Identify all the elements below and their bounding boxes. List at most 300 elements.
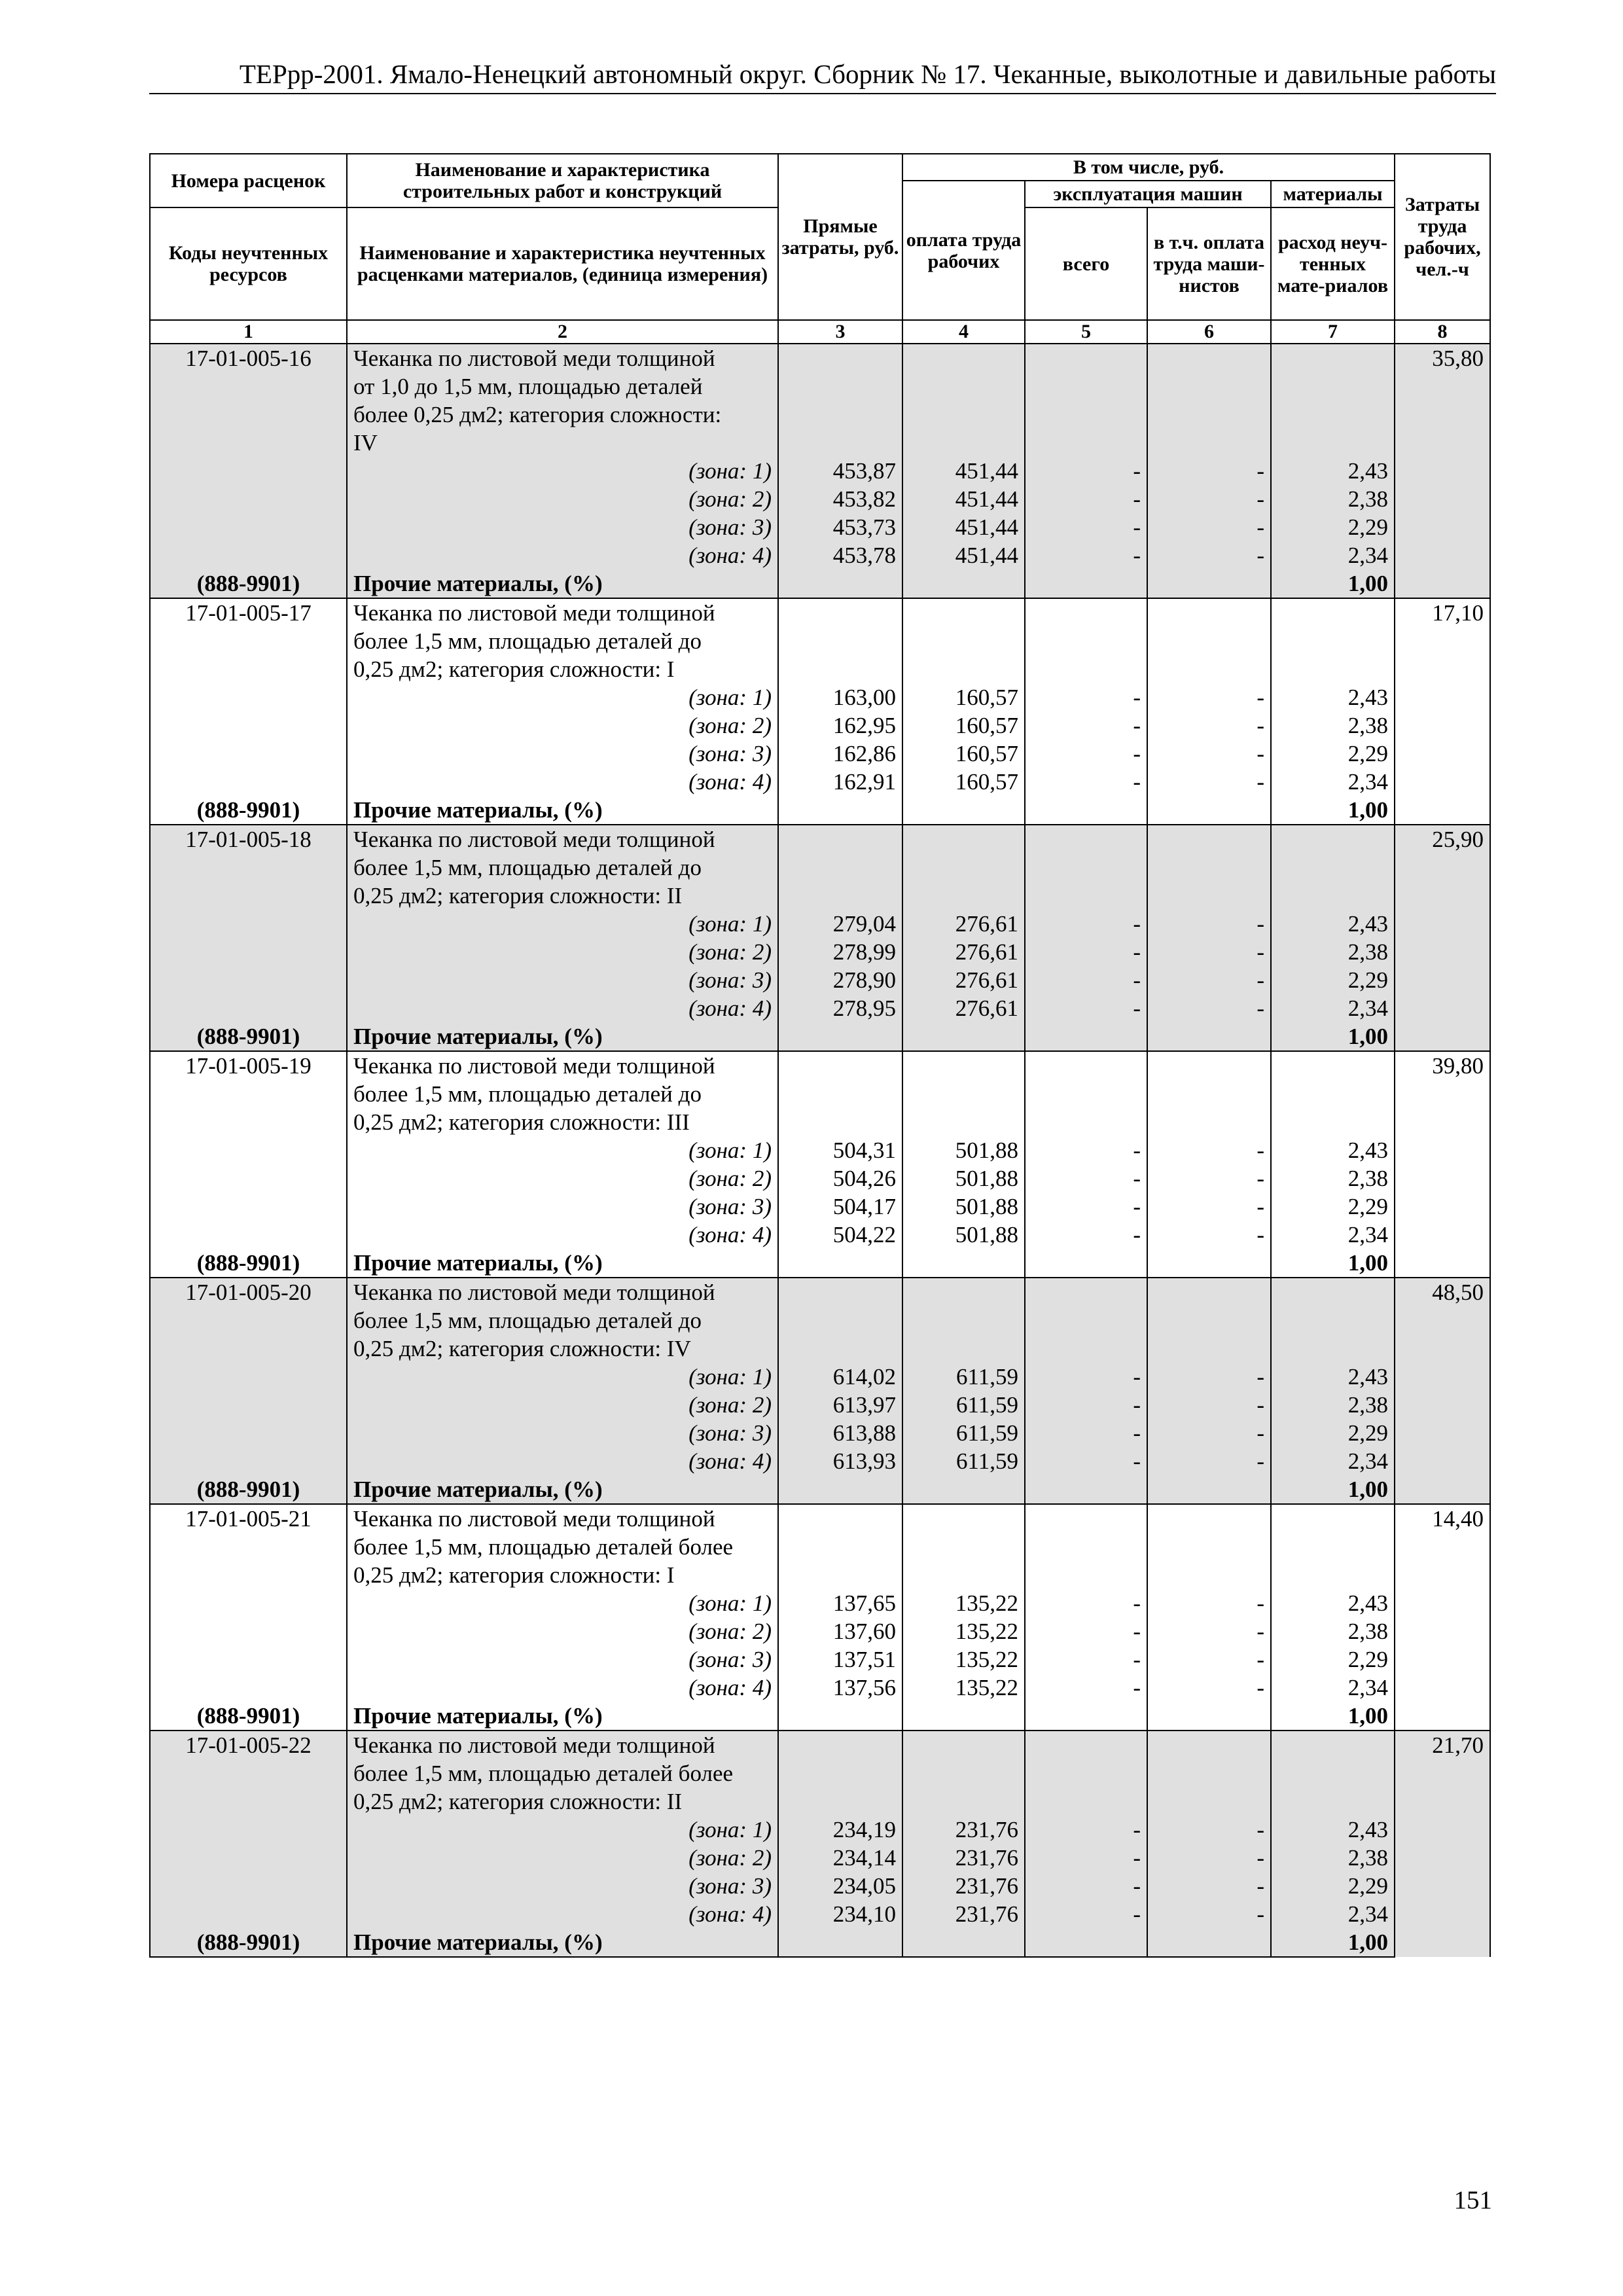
materials-cost: 2,43 (1271, 1363, 1395, 1391)
zone-row (150, 1872, 1490, 1900)
zone-label: (зона: 4) (347, 1447, 778, 1475)
resource-empty (1025, 1249, 1147, 1278)
zone-row (150, 1447, 1490, 1475)
resource-empty (1147, 569, 1271, 598)
zone-row (150, 740, 1490, 768)
head-including: В том числе, руб. (902, 154, 1395, 181)
machinist-pay: - (1147, 1447, 1271, 1475)
materials-cost: 2,38 (1271, 485, 1395, 513)
zone-row (150, 1816, 1490, 1844)
resource-row (150, 1249, 1490, 1278)
direct-costs-cell (778, 825, 902, 910)
machines-total: - (1025, 910, 1147, 938)
zone-code-cell (150, 938, 347, 966)
machines-cell (1025, 1504, 1147, 1589)
machines-total: - (1025, 1136, 1147, 1164)
rate-description-line: Чеканка по листовой меди толщиной (353, 1053, 715, 1079)
rate-description-line: более 0,25 дм2; категория сложности: (353, 402, 722, 427)
workers-pay: 160,57 (902, 683, 1025, 711)
zone-code-cell (150, 1589, 347, 1617)
zone-label: (зона: 1) (347, 457, 778, 485)
machinist-pay: - (1147, 1391, 1271, 1419)
resource-name: Прочие материалы, (%) (347, 796, 778, 825)
zone-label: (зона: 4) (347, 994, 778, 1022)
head-labor: Затраты труда рабочих, чел.-ч (1395, 154, 1490, 320)
resource-code: (888-9901) (150, 1702, 347, 1731)
machines-total: - (1025, 1589, 1147, 1617)
direct-costs: 453,87 (778, 457, 902, 485)
rate-description-line: более 1,5 мм, площадью деталей до (353, 1081, 702, 1107)
zone-code-cell (150, 1844, 347, 1872)
resource-name: Прочие материалы, (%) (347, 1928, 778, 1957)
zone-label: (зона: 2) (347, 485, 778, 513)
col-number: 4 (902, 320, 1025, 344)
zone-code-cell (150, 1900, 347, 1928)
workers-pay: 231,76 (902, 1844, 1025, 1872)
labor-costs: 25,90 (1395, 825, 1490, 1051)
zone-row (150, 1193, 1490, 1221)
head-materials-name: Наименование и характеристика неучтенных расценками материалов, (единица измерения) (347, 207, 778, 320)
materials-cost: 2,34 (1271, 1221, 1395, 1249)
rate-description (347, 825, 778, 910)
machines-cell (1025, 598, 1147, 683)
machines-cell (1025, 344, 1147, 457)
labor-costs: 21,70 (1395, 1731, 1490, 1957)
resource-code: (888-9901) (150, 796, 347, 825)
resource-empty (902, 1249, 1025, 1278)
resource-row (150, 1022, 1490, 1051)
direct-costs: 234,10 (778, 1900, 902, 1928)
direct-costs: 504,22 (778, 1221, 902, 1249)
machinist-pay: - (1147, 938, 1271, 966)
materials-cost: 2,38 (1271, 938, 1395, 966)
direct-costs: 163,00 (778, 683, 902, 711)
rate-code: 17-01-005-17 (150, 598, 347, 683)
workers-pay-cell (902, 1051, 1025, 1136)
materials-cost: 2,38 (1271, 1391, 1395, 1419)
machines-total: - (1025, 1391, 1147, 1419)
machines-total: - (1025, 994, 1147, 1022)
rate-description (347, 1731, 778, 1816)
machinist-pay: - (1147, 1136, 1271, 1164)
rate-description (347, 344, 778, 457)
direct-costs: 162,95 (778, 711, 902, 740)
workers-pay: 276,61 (902, 966, 1025, 994)
resource-code: (888-9901) (150, 1928, 347, 1957)
zone-row (150, 1900, 1490, 1928)
machinist-pay-cell (1147, 1278, 1271, 1363)
zone-code-cell (150, 910, 347, 938)
head-machine-ops: эксплуатация машин (1025, 181, 1271, 207)
table-body (150, 344, 1490, 1957)
resource-empty (1147, 796, 1271, 825)
materials-cost: 2,29 (1271, 1872, 1395, 1900)
machinist-pay: - (1147, 1900, 1271, 1928)
resource-row (150, 569, 1490, 598)
col-number: 3 (778, 320, 902, 344)
zone-label: (зона: 4) (347, 541, 778, 569)
rate-code: 17-01-005-22 (150, 1731, 347, 1816)
labor-costs: 14,40 (1395, 1504, 1490, 1731)
direct-costs: 504,17 (778, 1193, 902, 1221)
resource-empty (902, 569, 1025, 598)
direct-costs: 279,04 (778, 910, 902, 938)
machinist-pay: - (1147, 1589, 1271, 1617)
workers-pay: 231,76 (902, 1816, 1025, 1844)
zone-row (150, 541, 1490, 569)
machines-total: - (1025, 513, 1147, 541)
direct-costs: 504,26 (778, 1164, 902, 1193)
zone-row (150, 938, 1490, 966)
materials-cell (1271, 825, 1395, 910)
materials-cost: 2,43 (1271, 910, 1395, 938)
zone-code-cell (150, 711, 347, 740)
direct-costs: 162,91 (778, 768, 902, 796)
resource-empty (1025, 1475, 1147, 1504)
resource-empty (1147, 1475, 1271, 1504)
resource-empty (902, 1475, 1025, 1504)
machines-total: - (1025, 740, 1147, 768)
col-number: 6 (1147, 320, 1271, 344)
workers-pay: 276,61 (902, 910, 1025, 938)
rate-code: 17-01-005-18 (150, 825, 347, 910)
workers-pay-cell (902, 1731, 1025, 1816)
zone-code-cell (150, 768, 347, 796)
resource-code: (888-9901) (150, 1249, 347, 1278)
resource-value: 1,00 (1271, 1475, 1395, 1504)
materials-cost: 2,34 (1271, 1674, 1395, 1702)
resource-empty (778, 1022, 902, 1051)
resource-empty (778, 1928, 902, 1957)
zone-row (150, 1844, 1490, 1872)
materials-cost: 2,29 (1271, 966, 1395, 994)
workers-pay: 501,88 (902, 1164, 1025, 1193)
rate-description-line: IV (353, 430, 378, 456)
machines-total: - (1025, 768, 1147, 796)
direct-costs: 278,90 (778, 966, 902, 994)
resource-empty (778, 569, 902, 598)
resource-row (150, 1702, 1490, 1731)
zone-code-cell (150, 485, 347, 513)
labor-costs: 39,80 (1395, 1051, 1490, 1278)
resource-empty (1147, 1022, 1271, 1051)
machinist-pay: - (1147, 1363, 1271, 1391)
workers-pay: 611,59 (902, 1363, 1025, 1391)
rate-description (347, 1504, 778, 1589)
zone-code-cell (150, 1221, 347, 1249)
rate-description-line: более 1,5 мм, площадью деталей более (353, 1761, 734, 1786)
machinist-pay-cell (1147, 344, 1271, 457)
zone-row (150, 1136, 1490, 1164)
machines-total: - (1025, 1872, 1147, 1900)
workers-pay-cell (902, 825, 1025, 910)
materials-cell (1271, 598, 1395, 683)
workers-pay: 451,44 (902, 485, 1025, 513)
materials-cost: 2,34 (1271, 768, 1395, 796)
rates-table (149, 153, 1491, 1958)
col-number: 8 (1395, 320, 1490, 344)
direct-costs-cell (778, 344, 902, 457)
zone-label: (зона: 2) (347, 1164, 778, 1193)
resource-empty (902, 1702, 1025, 1731)
zone-label: (зона: 1) (347, 1589, 778, 1617)
machinist-pay-cell (1147, 598, 1271, 683)
machinist-pay: - (1147, 711, 1271, 740)
materials-cost: 2,43 (1271, 1136, 1395, 1164)
direct-costs-cell (778, 1731, 902, 1816)
materials-cost: 2,43 (1271, 1816, 1395, 1844)
machines-total: - (1025, 966, 1147, 994)
workers-pay: 160,57 (902, 768, 1025, 796)
materials-cost: 2,29 (1271, 1645, 1395, 1674)
machinist-pay: - (1147, 457, 1271, 485)
resource-empty (1025, 569, 1147, 598)
zone-code-cell (150, 994, 347, 1022)
workers-pay: 231,76 (902, 1872, 1025, 1900)
head-materials-use: расход неуч-тенных мате-риалов (1271, 207, 1395, 320)
rate-description-line: более 1,5 мм, площадью деталей до (353, 855, 702, 880)
zone-code-cell (150, 1674, 347, 1702)
zone-code-cell (150, 1164, 347, 1193)
zone-label: (зона: 2) (347, 938, 778, 966)
workers-pay: 611,59 (902, 1391, 1025, 1419)
zone-row (150, 1645, 1490, 1674)
zone-code-cell (150, 1136, 347, 1164)
zone-label: (зона: 4) (347, 1900, 778, 1928)
direct-costs: 613,97 (778, 1391, 902, 1419)
direct-costs: 278,95 (778, 994, 902, 1022)
machinist-pay: - (1147, 768, 1271, 796)
rate-description-line: от 1,0 до 1,5 мм, площадью деталей (353, 374, 703, 399)
machines-total: - (1025, 938, 1147, 966)
machinist-pay: - (1147, 1645, 1271, 1674)
direct-costs-cell (778, 598, 902, 683)
machines-cell (1025, 1731, 1147, 1816)
zone-label: (зона: 2) (347, 1391, 778, 1419)
machines-total: - (1025, 1164, 1147, 1193)
direct-costs: 453,73 (778, 513, 902, 541)
resource-empty (778, 1475, 902, 1504)
resource-empty (1025, 796, 1147, 825)
materials-cell (1271, 1731, 1395, 1816)
col-number: 7 (1271, 320, 1395, 344)
machinist-pay: - (1147, 1419, 1271, 1447)
resource-row (150, 1928, 1490, 1957)
workers-pay: 135,22 (902, 1674, 1025, 1702)
workers-pay-cell (902, 1504, 1025, 1589)
materials-cost: 2,34 (1271, 1900, 1395, 1928)
zone-row (150, 457, 1490, 485)
head-direct-costs: Прямые затраты, руб. (778, 154, 902, 320)
zone-code-cell (150, 1391, 347, 1419)
materials-cost: 2,29 (1271, 1193, 1395, 1221)
machines-total: - (1025, 1816, 1147, 1844)
resource-empty (902, 1022, 1025, 1051)
machines-total: - (1025, 1447, 1147, 1475)
labor-costs: 17,10 (1395, 598, 1490, 825)
zone-row (150, 1391, 1490, 1419)
workers-pay: 135,22 (902, 1617, 1025, 1645)
zone-code-cell (150, 1363, 347, 1391)
head-machinist-pay: в т.ч. оплата труда маши-нистов (1147, 207, 1271, 320)
machines-total: - (1025, 1617, 1147, 1645)
machines-cell (1025, 825, 1147, 910)
materials-cell (1271, 1278, 1395, 1363)
head-materials: материалы (1271, 181, 1395, 207)
zone-row (150, 1419, 1490, 1447)
direct-costs: 137,65 (778, 1589, 902, 1617)
zone-row (150, 1164, 1490, 1193)
rate-description-line: Чеканка по листовой меди толщиной (353, 1506, 715, 1532)
page-number: 151 (1454, 2186, 1492, 2214)
resource-name: Прочие материалы, (%) (347, 1022, 778, 1051)
materials-cost: 2,38 (1271, 1617, 1395, 1645)
resource-empty (902, 796, 1025, 825)
zone-code-cell (150, 1617, 347, 1645)
materials-cost: 2,34 (1271, 994, 1395, 1022)
materials-cost: 2,38 (1271, 1844, 1395, 1872)
resource-name: Прочие материалы, (%) (347, 569, 778, 598)
zone-label: (зона: 3) (347, 966, 778, 994)
direct-costs-cell (778, 1504, 902, 1589)
machinist-pay: - (1147, 1164, 1271, 1193)
machines-total: - (1025, 1645, 1147, 1674)
resource-value: 1,00 (1271, 1022, 1395, 1051)
rate-code: 17-01-005-20 (150, 1278, 347, 1363)
resource-code: (888-9901) (150, 1022, 347, 1051)
zone-label: (зона: 3) (347, 513, 778, 541)
workers-pay: 501,88 (902, 1193, 1025, 1221)
resource-empty (778, 796, 902, 825)
machinist-pay: - (1147, 1221, 1271, 1249)
direct-costs: 137,56 (778, 1674, 902, 1702)
resource-value: 1,00 (1271, 1702, 1395, 1731)
zone-row (150, 910, 1490, 938)
column-numbers-row (150, 320, 1490, 344)
direct-costs: 504,31 (778, 1136, 902, 1164)
zone-row (150, 994, 1490, 1022)
head-workers-pay: оплата труда рабочих (902, 181, 1025, 320)
workers-pay: 451,44 (902, 457, 1025, 485)
zone-label: (зона: 4) (347, 768, 778, 796)
machines-total: - (1025, 1363, 1147, 1391)
zone-label: (зона: 2) (347, 1844, 778, 1872)
machinist-pay: - (1147, 541, 1271, 569)
machines-total: - (1025, 1844, 1147, 1872)
resource-value: 1,00 (1271, 569, 1395, 598)
zone-label: (зона: 1) (347, 683, 778, 711)
zone-label: (зона: 3) (347, 1872, 778, 1900)
labor-costs: 35,80 (1395, 344, 1490, 598)
rate-description-line: Чеканка по листовой меди толщиной (353, 1732, 715, 1758)
resource-empty (778, 1249, 902, 1278)
resource-code: (888-9901) (150, 1475, 347, 1504)
resource-row (150, 1475, 1490, 1504)
machinist-pay-cell (1147, 825, 1271, 910)
rate-description-line: 0,25 дм2; категория сложности: II (353, 883, 683, 908)
resource-empty (1147, 1702, 1271, 1731)
direct-costs-cell (778, 1278, 902, 1363)
machinist-pay: - (1147, 994, 1271, 1022)
zone-row (150, 966, 1490, 994)
machinist-pay: - (1147, 1617, 1271, 1645)
zone-label: (зона: 1) (347, 1816, 778, 1844)
zone-label: (зона: 3) (347, 740, 778, 768)
machinist-pay-cell (1147, 1731, 1271, 1816)
head-work-name: Наименование и характеристика строительных работ и конструкций (347, 154, 778, 207)
rate-description-line: более 1,5 мм, площадью деталей более (353, 1534, 734, 1560)
zone-label: (зона: 1) (347, 910, 778, 938)
workers-pay: 276,61 (902, 938, 1025, 966)
materials-cost: 2,38 (1271, 711, 1395, 740)
resource-empty (902, 1928, 1025, 1957)
machines-total: - (1025, 485, 1147, 513)
zone-label: (зона: 2) (347, 1617, 778, 1645)
resource-empty (1147, 1249, 1271, 1278)
machines-total: - (1025, 1193, 1147, 1221)
machinist-pay: - (1147, 485, 1271, 513)
direct-costs-cell (778, 1051, 902, 1136)
materials-cost: 2,43 (1271, 1589, 1395, 1617)
materials-cost: 2,29 (1271, 740, 1395, 768)
zone-label: (зона: 4) (347, 1674, 778, 1702)
machines-total: - (1025, 683, 1147, 711)
labor-costs: 48,50 (1395, 1278, 1490, 1504)
workers-pay-cell (902, 1278, 1025, 1363)
workers-pay: 231,76 (902, 1900, 1025, 1928)
workers-pay-cell (902, 598, 1025, 683)
rate-description-line: более 1,5 мм, площадью деталей до (353, 628, 702, 654)
resource-value: 1,00 (1271, 1249, 1395, 1278)
workers-pay: 135,22 (902, 1589, 1025, 1617)
resource-empty (778, 1702, 902, 1731)
direct-costs: 234,14 (778, 1844, 902, 1872)
head-codes: Коды неучтенных ресурсов (150, 207, 347, 320)
resource-value: 1,00 (1271, 796, 1395, 825)
rate-description-line: 0,25 дм2; категория сложности: I (353, 1562, 675, 1588)
rate-description (347, 598, 778, 683)
machines-total: - (1025, 711, 1147, 740)
zone-label: (зона: 3) (347, 1645, 778, 1674)
rate-description-line: 0,25 дм2; категория сложности: II (353, 1789, 683, 1814)
rate-code: 17-01-005-21 (150, 1504, 347, 1589)
resource-empty (1147, 1928, 1271, 1957)
rate-description-line: Чеканка по листовой меди толщиной (353, 827, 715, 852)
zone-code-cell (150, 966, 347, 994)
machinist-pay: - (1147, 1872, 1271, 1900)
zone-code-cell (150, 1816, 347, 1844)
materials-cost: 2,29 (1271, 513, 1395, 541)
machinist-pay: - (1147, 910, 1271, 938)
workers-pay: 276,61 (902, 994, 1025, 1022)
machines-total: - (1025, 1900, 1147, 1928)
workers-pay: 135,22 (902, 1645, 1025, 1674)
zone-row (150, 683, 1490, 711)
workers-pay: 451,44 (902, 541, 1025, 569)
zone-row (150, 1221, 1490, 1249)
zone-code-cell (150, 1645, 347, 1674)
rate-description-line: Чеканка по листовой меди толщиной (353, 1280, 715, 1305)
rate-description-line: 0,25 дм2; категория сложности: IV (353, 1336, 691, 1361)
materials-cost: 2,43 (1271, 683, 1395, 711)
machinist-pay: - (1147, 966, 1271, 994)
machines-cell (1025, 1278, 1147, 1363)
zone-code-cell (150, 1447, 347, 1475)
workers-pay: 160,57 (902, 711, 1025, 740)
col-number: 2 (347, 320, 778, 344)
table-head (150, 154, 1490, 344)
resource-value: 1,00 (1271, 1928, 1395, 1957)
